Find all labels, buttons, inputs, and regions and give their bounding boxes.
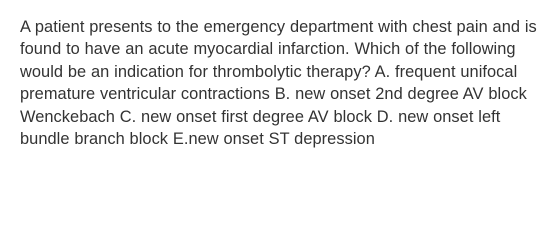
question-text: A patient presents to the emergency department with chest pain and is found to have an acute myocardial infarction. Which of the following would be an indication for thrombolytic therapy? A. frequent unifocal premature ventricular contractions B. new onset 2nd degree AV block Wenckebach C. new onset first degree AV block D. new onset left bundle branch block E.new onset ST depression (20, 18, 537, 149)
